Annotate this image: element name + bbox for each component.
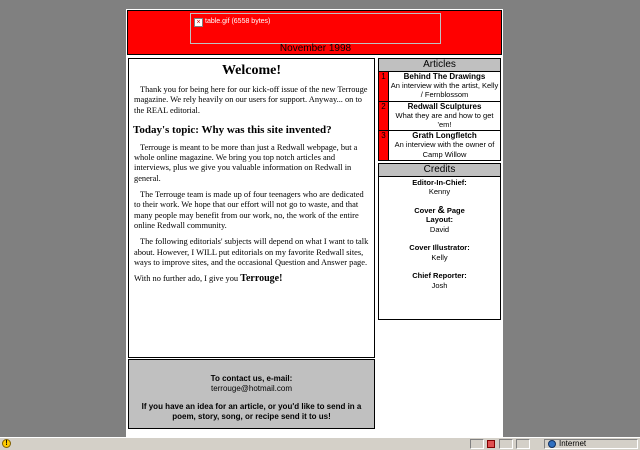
article-title[interactable]: Behind The Drawings	[403, 72, 486, 81]
page-container	[126, 9, 503, 438]
status-pane	[499, 439, 513, 449]
sidebar	[378, 58, 501, 358]
topic-heading: Today's topic: Why was this site invented?	[133, 123, 332, 136]
credit-name: Josh	[431, 280, 448, 290]
article-number: 1	[379, 72, 389, 101]
credit-role: Chief Reporter:	[412, 271, 467, 281]
contact-heading: To contact us, e-mail:	[210, 374, 293, 383]
masthead	[127, 10, 502, 55]
article-number: 3	[379, 131, 389, 160]
broken-image-icon: ×	[194, 18, 203, 27]
submission-note: If you have an idea for an article, or you'd like to send in a poem, story, song, or recipe send it to us!	[141, 402, 362, 421]
credit-name: David	[429, 224, 450, 234]
credit-role-part: Cover	[414, 205, 438, 215]
credit-role: Layout:	[425, 215, 454, 225]
globe-icon	[548, 440, 556, 448]
article-description: An interview with the owner of Camp Willow	[394, 140, 495, 159]
article-number: 2	[379, 102, 389, 131]
page-title: Welcome!	[221, 63, 282, 78]
credits-list	[378, 177, 501, 320]
editorial-paragraph: The Terrouge team is made up of four teenagers who are dedicated to their work. We hope that our effort will not go to waste, and that many people may benefit from our work, no, the work of the entire online Redwall community.	[134, 190, 364, 230]
warning-icon[interactable]: !	[2, 439, 11, 448]
credit-role	[379, 206, 500, 216]
article-description: An interview with the artist, Kelly / Fernblossom	[390, 81, 499, 100]
articles-list	[378, 72, 501, 161]
contact-email-link[interactable]: terrouge@hotmail.com	[210, 384, 293, 393]
credit-role: Cover Illustrator:	[409, 243, 470, 253]
credit-name: Kenny	[428, 187, 451, 197]
credit-role: Editor-In-Chief:	[412, 177, 467, 187]
credits-heading: Credits	[378, 163, 501, 177]
signoff-brand: Terrouge!	[240, 273, 283, 285]
article-description: What they are and how to get 'em!	[395, 110, 494, 130]
editorial-paragraph: Terrouge is meant to be more than just a Redwall webpage, but a whole online magazine. We bring you top notch articles and interviews, plus we give you valuable information on Redwall in general.	[134, 142, 358, 183]
signoff	[134, 274, 369, 284]
articles-heading: Articles	[378, 58, 501, 72]
article-item[interactable]	[379, 72, 500, 101]
credit-role-part: Page	[444, 205, 465, 215]
status-pane	[516, 439, 530, 449]
article-title[interactable]: Grath Longfletch	[412, 131, 477, 141]
ampersand: &	[437, 204, 445, 216]
issue-date: November 1998	[279, 43, 352, 54]
article-item[interactable]	[379, 101, 500, 131]
credit-name: Kelly	[431, 252, 448, 262]
intro-paragraph: Thank you for being here for our kick-off issue of the new Terrouge magazine. We rely heavily on our users for support. Anyway... on to the REAL editorial.	[134, 85, 368, 115]
security-zone-label: Internet	[559, 439, 587, 448]
browser-status-bar	[0, 437, 640, 450]
banner-alt-text: table.gif (6558 bytes)	[205, 18, 271, 25]
editorial-paragraph: The following editorials' subjects will depend on what I want to talk about. However, I WILL put editorials on my favorite Redwall sites, ways to improve sites, and the occasional Question and Answer page.	[134, 237, 369, 267]
security-icon[interactable]	[487, 440, 495, 448]
banner-image	[190, 13, 441, 44]
signoff-text: With no further ado, I give you	[134, 274, 241, 284]
editorial-panel	[128, 58, 375, 358]
status-pane	[470, 439, 484, 449]
contact-panel	[128, 359, 375, 429]
article-item[interactable]	[379, 130, 500, 160]
article-title[interactable]: Redwall Sculptures	[407, 101, 482, 111]
